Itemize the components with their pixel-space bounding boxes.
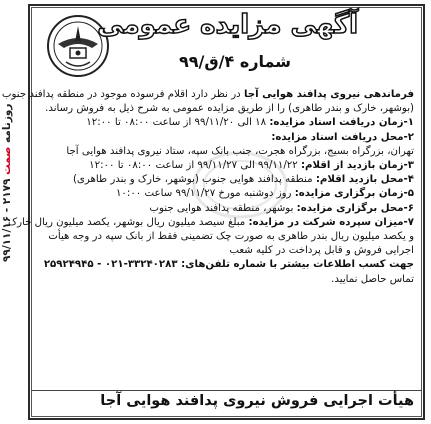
newspaper-masthead — [1, 104, 13, 262]
item-7: ۷-میزان سپرده شرکت در مزایده: مبلغ سیصد میلیون ریال بوشهر، یکصد میلیون ریال خارک — [7, 216, 414, 228]
item-2: ۲-محل دریافت اسناد مزایده: — [271, 131, 414, 143]
ad-footer: هیأت اجرایی فروش نیروی پدافند هوایی آجا — [100, 393, 414, 409]
ad-number: شماره ۴/ق/۹۹ — [179, 52, 291, 71]
contact-line: جهت کسب اطلاعات بیشتر با شماره تلفن‌های: ۳۳۲۴۰۲۸۳-۰۲۱ - ۲۵۹۲۴۹۴۵ — [43, 259, 414, 271]
contact-line-2: تماس حاصل نمایید. — [331, 273, 414, 285]
item-2-address: تهران، بزرگراه بسیج، بزرگراه هجرت، جنب بانک سپه، ستاد نیروی پدافند هوایی آجا — [66, 145, 414, 157]
ad-title: آگهی مزایده عمومی — [97, 10, 358, 40]
item-5: ۵-زمان برگزاری مزایده: روز دوشنبه مورخ ۹۹/۱۱/۲۷ ساعت ۱۰:۰۰ — [115, 188, 414, 200]
item-4: ۴-محل بازدید اقلام: منطقه پدافند هوایی جنوب (بوشهر، خارک و بندر طاهری) — [72, 174, 414, 186]
newspaper-issue: ۲۱۷۹ - ۹۹/۱۱/۱۶ — [1, 178, 13, 262]
item-6: ۶-محل برگزاری مزایده: بوشهر، منطقه پدافند هوایی جنوب — [149, 202, 414, 214]
item-1: ۱-زمان دریافت اسناد مزایده: ۱۸ الی ۹۹/۱۱/۲۰ از ساعت ۰۸:۰۰ تا ۱۲:۰۰ — [86, 117, 414, 129]
deposit-line-2: و یکصد میلیون ریال بندر طاهری به صورت چک تضمینی فقط از بانک سپه در وجه هیأت — [48, 231, 414, 243]
newspaper-brand: صمت — [1, 146, 13, 175]
newspaper-label: روزنامه — [1, 103, 13, 143]
intro-line-2: (بوشهر، خارک و بندر طاهری) را از طریق مزایده عمومی به شرح ذیل به فروش رساند. — [45, 103, 414, 115]
footer-divider — [31, 390, 422, 391]
intro-line: فرماندهی نیروی پدافند هوایی آجا در نظر دارد اقلام فرسوده موجود در منطقه پدافند جنوب — [1, 89, 414, 100]
item-3: ۳-زمان بازدید از اقلام: ۹۹/۱۱/۲۲ الی ۹۹/۱۱/۲۷ از ساعت ۰۸:۰۰ تا ۱۲:۰۰ — [89, 160, 414, 172]
deposit-line-3: اجرایی فروش و قابل پرداخت در کلیه شعب — [229, 245, 414, 257]
